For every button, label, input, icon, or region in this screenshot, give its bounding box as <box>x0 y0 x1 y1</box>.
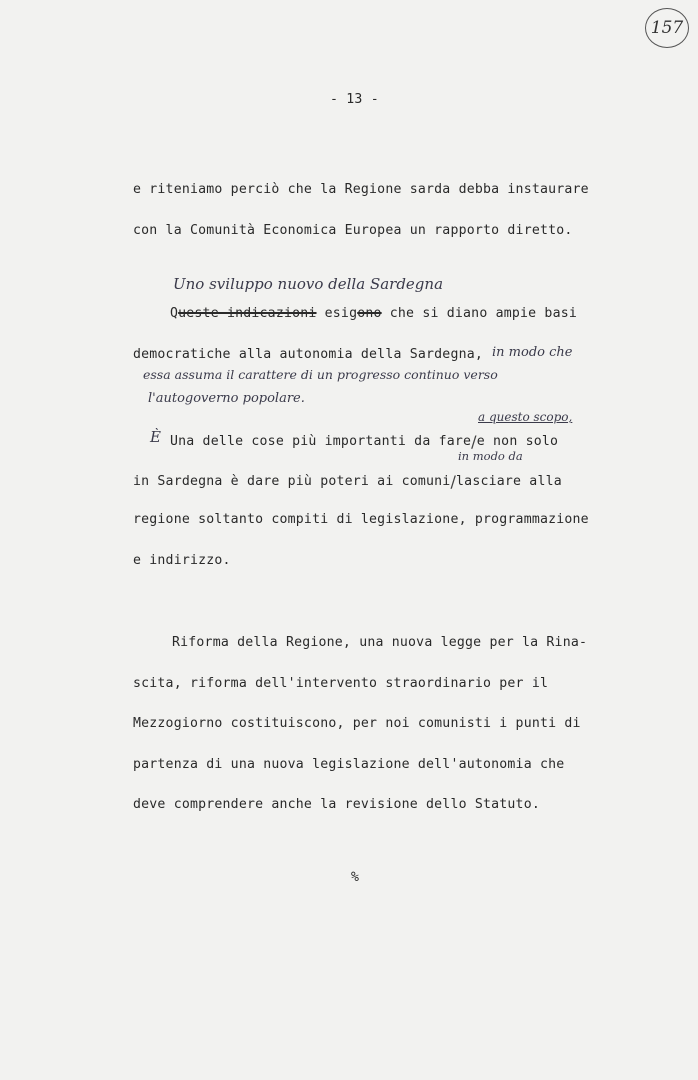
handwritten-prefix-e: È <box>150 428 161 446</box>
para3-line2 <box>133 470 562 489</box>
para3-line2-end: lasciare alla <box>456 474 562 489</box>
para1-line2: con la Comunità Economica Europea un rapporto diretto. <box>133 223 573 238</box>
archive-stamp-number: 157 <box>650 18 684 38</box>
para4-line2: scita, riforma dell'intervento straordinario per il <box>133 676 549 691</box>
handwritten-insert-line2-tail: in modo che <box>492 345 573 360</box>
para3-line2-main: in Sardegna è dare più poteri ai comuni <box>133 474 451 489</box>
insertion-caret-2: / <box>450 472 457 491</box>
para2-line1-struck: ueste indicazioni <box>178 306 317 321</box>
para3-line1-end: e non solo <box>476 434 559 449</box>
handwritten-insert-line4: l'autogoverno popolare. <box>148 391 305 406</box>
para3-line4: e indirizzo. <box>133 553 231 568</box>
handwritten-insert-line3: essa assuma il carattere di un progresso continuo verso <box>143 367 498 382</box>
para3-line3: regione soltanto compiti di legislazione, programmazione <box>133 512 589 527</box>
para2-line1-suffix: che si diano ampie basi <box>381 306 577 321</box>
archive-stamp <box>645 8 689 48</box>
para4-line3: Mezzogiorno costituiscono, per noi comunisti i punti di <box>133 716 581 731</box>
para2-line1-prefix: Q <box>170 306 179 321</box>
para3-line1-main: Una delle cose più importanti da fare <box>170 434 472 449</box>
para2-line1-mid: esig <box>316 306 358 321</box>
para2-line1 <box>170 306 577 321</box>
insertion-caret-1: / <box>471 432 477 451</box>
para4-line5: deve comprendere anche la revisione dello Statuto. <box>133 797 540 812</box>
para2-line1-struck2: ono <box>357 306 382 321</box>
para4-line4: partenza di una nuova legislazione dell'autonomia che <box>133 757 565 772</box>
end-mark: % <box>351 870 360 885</box>
para4-line1: Riforma della Regione, una nuova legge per la Rina- <box>172 635 588 650</box>
page-number: - 13 - <box>330 92 379 107</box>
handwritten-insert-in-modo-da: in modo da <box>458 449 523 463</box>
para2-line2: democratiche alla autonomia della Sardegna, <box>133 347 484 362</box>
para3-line1 <box>170 430 558 449</box>
para1-line1: e riteniamo perciò che la Regione sarda debba instaurare <box>133 182 589 197</box>
handwritten-insert-para3-scope: a questo scopo, <box>478 410 573 424</box>
handwritten-insert-para2-heading: Uno sviluppo nuovo della Sardegna <box>173 275 444 293</box>
